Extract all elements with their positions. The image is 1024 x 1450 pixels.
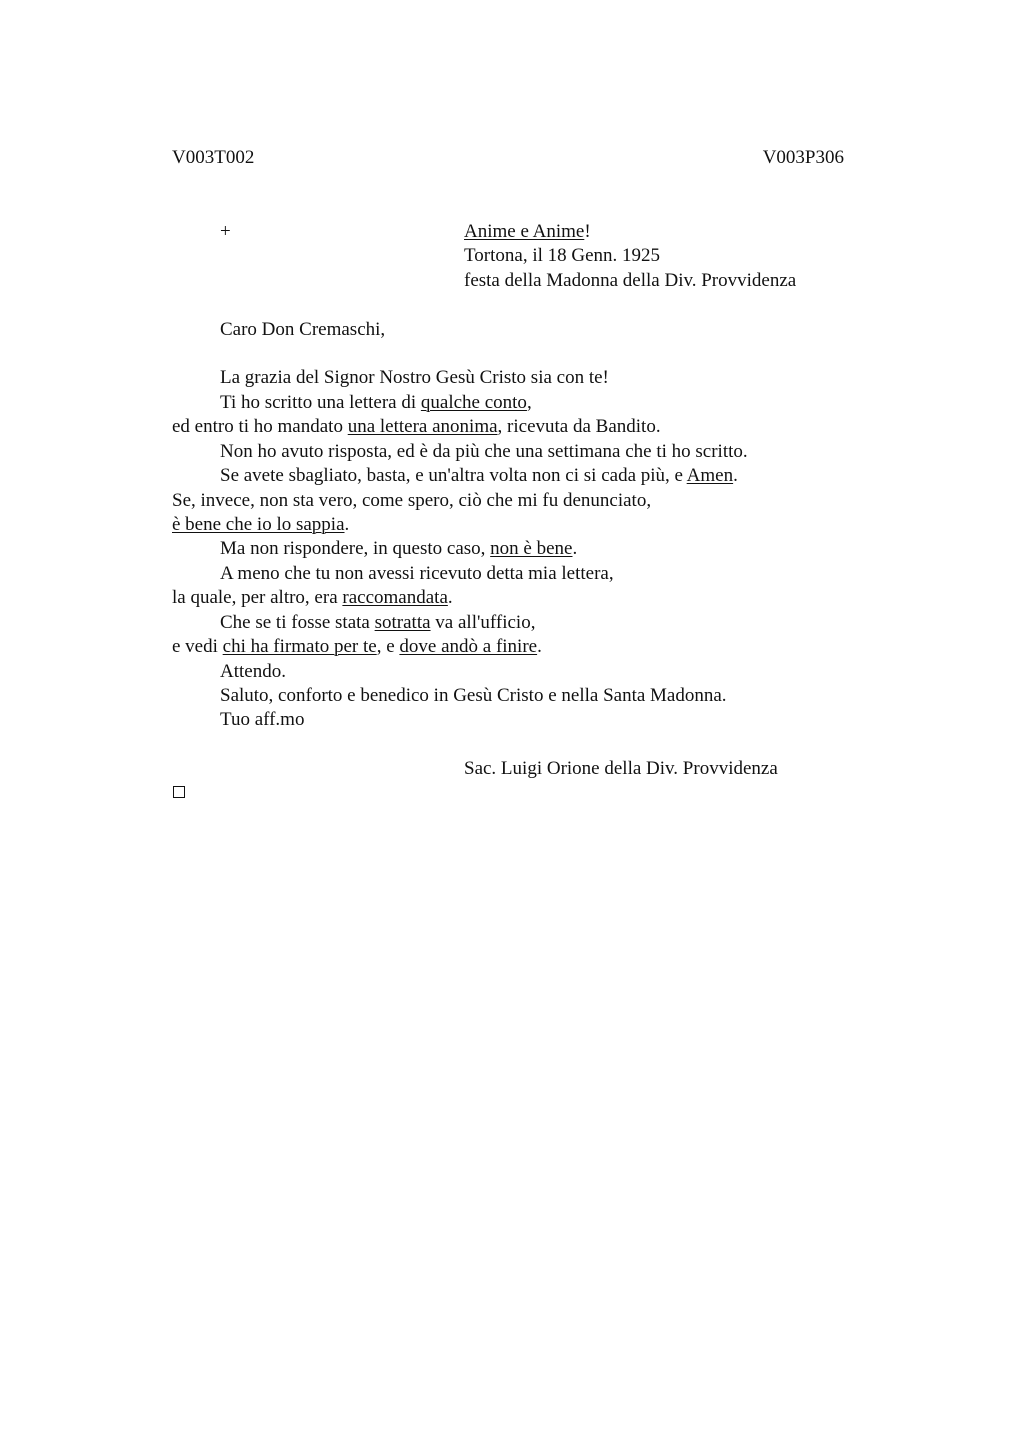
underlined-text: è bene che io lo sappia xyxy=(172,514,345,535)
end-square-icon xyxy=(173,786,185,798)
text: Ma non rispondere, in questo caso, xyxy=(220,538,491,559)
text: va all'ufficio, xyxy=(430,612,536,633)
body-line: Attendo. xyxy=(220,661,286,682)
feast-line: festa della Madonna della Div. Provvidenza xyxy=(464,270,797,291)
body-line xyxy=(220,537,577,562)
underlined-text: Amen xyxy=(686,465,734,486)
underlined-text: una lettera anonima xyxy=(347,416,498,437)
body-line xyxy=(220,611,535,636)
body-line xyxy=(172,415,661,440)
body-line xyxy=(172,513,349,538)
text: . xyxy=(447,587,453,608)
body-line xyxy=(172,635,542,660)
text: . xyxy=(733,465,738,486)
body-line: Non ho avuto risposta, ed è da più che una settimana che ti ho scritto. xyxy=(220,441,748,462)
cross-symbol: + xyxy=(220,221,231,242)
underlined-text: raccomandata xyxy=(342,587,448,608)
signature: Sac. Luigi Orione della Div. Provvidenza xyxy=(464,758,778,779)
text: , xyxy=(526,392,532,413)
body-line: Saluto, conforto e benedico in Gesù Cristo e nella Santa Madonna. xyxy=(220,685,727,706)
text: . xyxy=(572,538,578,559)
body-line xyxy=(172,586,453,611)
text: . xyxy=(344,514,350,535)
text: ed entro ti ho mandato xyxy=(172,416,348,437)
text: Se avete sbagliato, basta, e un'altra volta non ci si cada più, e xyxy=(220,465,687,486)
letter-title xyxy=(464,220,591,244)
body-line xyxy=(220,391,532,416)
body-line: Se, invece, non sta vero, come spero, ciò che mi fu denunciato, xyxy=(172,490,652,511)
text: e vedi xyxy=(172,636,223,657)
text: la quale, per altro, era xyxy=(172,587,343,608)
underlined-text: sotratta xyxy=(374,612,431,633)
underlined-text: dove andò a finire xyxy=(399,636,538,657)
text: Che se ti fosse stata xyxy=(220,612,375,633)
document-code-right: V003P306 xyxy=(762,147,844,168)
document-code-left: V003T002 xyxy=(172,147,255,168)
text: . xyxy=(537,636,542,657)
title-tail: ! xyxy=(584,221,591,242)
date-line: Tortona, il 18 Genn. 1925 xyxy=(464,245,661,266)
text: Ti ho scritto una lettera di xyxy=(220,392,421,413)
text: , e xyxy=(376,636,400,657)
body-line: La grazia del Signor Nostro Gesù Cristo sia con te! xyxy=(220,367,609,388)
salutation: Caro Don Cremaschi, xyxy=(220,319,386,340)
text: , ricevuta da Bandito. xyxy=(497,416,661,437)
body-line xyxy=(220,464,738,489)
body-line: Tuo aff.mo xyxy=(220,709,305,730)
title-underlined: Anime e Anime xyxy=(464,221,585,242)
underlined-text: chi ha firmato per te xyxy=(222,636,377,657)
underlined-text: non è bene xyxy=(490,538,573,559)
body-line: A meno che tu non avessi ricevuto detta mia lettera, xyxy=(220,563,614,584)
underlined-text: qualche conto xyxy=(420,392,527,413)
